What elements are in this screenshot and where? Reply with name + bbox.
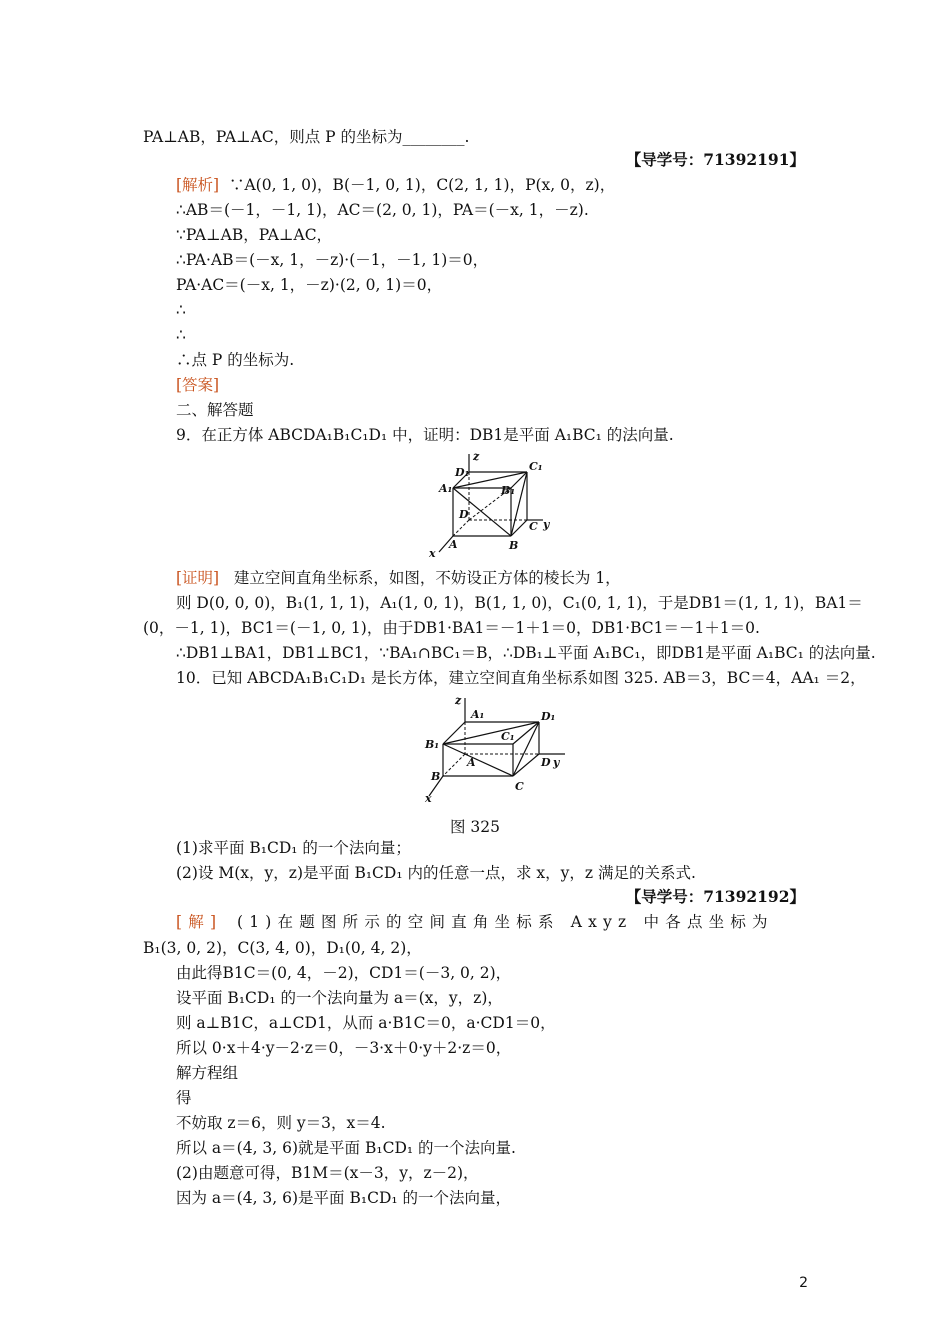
cube-figure bbox=[425, 450, 555, 560]
text-line: ∴点 P 的坐标为. bbox=[176, 351, 295, 369]
label-C1: C₁ bbox=[501, 730, 515, 743]
text-span: ∵A(0, 1, 0)，B(－1, 0, 1)，C(2, 1, 1)，P(x, 0，z)， bbox=[228, 176, 616, 194]
section-heading: 二、解答题 bbox=[176, 401, 254, 419]
label-A1: A₁ bbox=[471, 708, 485, 721]
text-line: ∴ bbox=[176, 326, 186, 344]
text-span: 建立空间直角坐标系，如图，不妨设正方体的棱长为 1， bbox=[233, 569, 621, 587]
text-line: ∴AB＝(－1，－1, 1)，AC＝(2, 0, 1)，PA＝(－x, 1，－z). bbox=[176, 201, 589, 219]
solution-tag: [解] bbox=[176, 913, 223, 931]
answer-tag: [答案] bbox=[176, 376, 220, 394]
text-line: ∴PA·AB＝(－x, 1，－z)·(－1，－1, 1)＝0， bbox=[176, 251, 489, 269]
text-line: 由此得B1C＝(0, 4，－2)，CD1＝(－3, 0, 2)， bbox=[176, 964, 512, 982]
text-line: 解方程组 bbox=[176, 1064, 239, 1082]
analysis-tag: [解析] bbox=[176, 176, 220, 194]
text-line: 所以 a＝(4, 3, 6)就是平面 B₁CD₁ 的一个法向量. bbox=[176, 1139, 516, 1157]
guide-number: 【导学号：71392191】 bbox=[625, 150, 805, 169]
question-10-stem: 10．已知 ABCDA₁B₁C₁D₁ 是长方体，建立空间直角坐标系如图 325. AB＝3，BC＝4，AA₁ ＝2， bbox=[176, 669, 866, 687]
proof-tag: [证明] bbox=[176, 569, 220, 587]
label-C: C bbox=[515, 780, 524, 793]
text-line: 不妨取 z＝6，则 y＝3，x＝4. bbox=[176, 1114, 386, 1132]
text-line: 则 a⊥B1C，a⊥CD1，从而 a·B1C＝0，a·CD1＝0， bbox=[176, 1014, 556, 1032]
label-B: B bbox=[431, 770, 441, 783]
label-y: y bbox=[543, 518, 550, 531]
text-line bbox=[176, 568, 621, 588]
label-B1: B₁ bbox=[425, 738, 440, 751]
label-C1: C₁ bbox=[529, 460, 543, 473]
text-line: (0，－1, 1)，BC1＝(－1, 0, 1)，由于DB1·BA1＝－1＋1＝0，DB1·BC1＝－1＋1＝0. bbox=[143, 619, 760, 637]
text-line: 所以 0·x＋4·y－2·z＝0，－3·x＋0·y＋2·z＝0， bbox=[176, 1039, 512, 1057]
text-line: ∴DB1⊥BA1，DB1⊥BC1，∵BA₁∩BC₁＝B，∴DB₁⊥平面 A₁BC₁，即DB1是平面 A₁BC₁ 的法向量. bbox=[176, 644, 876, 662]
text-line: 设平面 B₁CD₁ 的一个法向量为 a＝(x，y，z)， bbox=[176, 989, 503, 1007]
text-line bbox=[176, 175, 615, 195]
text-line: ∵PA⊥AB，PA⊥AC， bbox=[176, 226, 333, 244]
label-B: B bbox=[509, 539, 519, 552]
label-D1: D₁ bbox=[455, 466, 470, 479]
label-x: x bbox=[425, 792, 432, 804]
text-line bbox=[176, 912, 774, 932]
label-A: A bbox=[449, 538, 458, 551]
text-line: 则 D(0, 0, 0)，B₁(1, 1, 1)，A₁(1, 0, 1)，B(1, 1, 0)，C₁(0, 1, 1)，于是DB1＝(1, 1, 1)，BA1＝ bbox=[176, 594, 863, 612]
text-span: (1)在题图所示的空间直角坐标系 Axyz 中各点坐标为 bbox=[236, 913, 774, 931]
text-line: PA⊥AB，PA⊥AC，则点 P 的坐标为________. bbox=[143, 128, 470, 146]
text-line: 得 bbox=[176, 1089, 192, 1107]
text-line: 因为 a＝(4, 3, 6)是平面 B₁CD₁ 的一个法向量， bbox=[176, 1189, 512, 1207]
label-y: y bbox=[553, 756, 560, 769]
label-z: z bbox=[455, 694, 462, 707]
text-line: B₁(3, 0, 2)，C(3, 4, 0)，D₁(0, 4, 2)， bbox=[143, 939, 422, 957]
label-x: x bbox=[429, 547, 436, 560]
cuboid-figure bbox=[415, 692, 575, 804]
text-line: (1)求平面 B₁CD₁ 的一个法向量； bbox=[176, 839, 411, 857]
label-C: C bbox=[529, 520, 538, 533]
label-D: D bbox=[459, 508, 469, 521]
text-line: (2)设 M(x，y，z)是平面 B₁CD₁ 内的任意一点，求 x，y，z 满足的关系式. bbox=[176, 864, 696, 882]
label-A: A bbox=[467, 756, 476, 769]
question-9-stem: 9．在正方体 ABCDA₁B₁C₁D₁ 中，证明：DB1是平面 A₁BC₁ 的法向量. bbox=[176, 426, 674, 444]
label-D1: D₁ bbox=[541, 710, 556, 723]
label-z: z bbox=[473, 450, 480, 463]
figure-caption: 图 325 bbox=[449, 818, 500, 836]
guide-number: 【导学号：71392192】 bbox=[625, 887, 805, 906]
text-line: (2)由题意可得，B1M＝(x－3，y，z－2)， bbox=[176, 1164, 479, 1182]
label-A1: A₁ bbox=[439, 482, 453, 495]
label-D: D bbox=[541, 756, 551, 769]
label-B1: B₁ bbox=[501, 484, 516, 497]
text-line: ∴ bbox=[176, 301, 186, 319]
page-number: 2 bbox=[799, 1275, 808, 1291]
text-line: PA·AC＝(－x, 1，－z)·(2, 0, 1)＝0， bbox=[176, 276, 443, 294]
